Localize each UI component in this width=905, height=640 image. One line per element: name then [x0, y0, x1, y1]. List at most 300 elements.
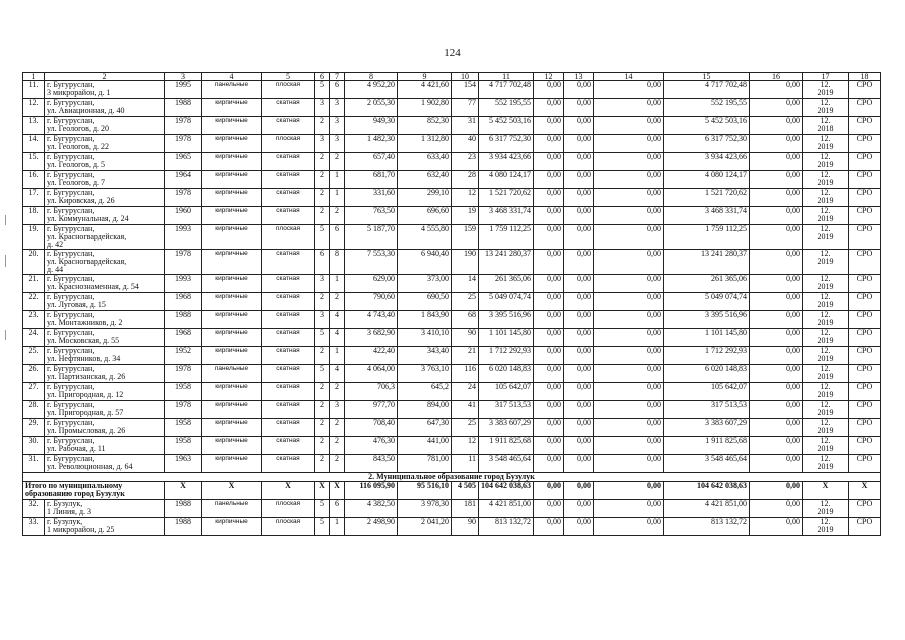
col-15: 3 383 607,29	[664, 419, 750, 437]
row-number: 21.	[23, 275, 45, 293]
column-number-row	[23, 73, 881, 81]
roof-type: скатная	[262, 207, 315, 225]
table-row	[23, 207, 881, 225]
address: г. Бугуруслан, ул. Луговая, д. 15	[45, 293, 165, 311]
residents: 31	[452, 117, 479, 135]
row-number: 18.	[23, 207, 45, 225]
total-fl: X	[315, 482, 330, 500]
col-12: 0,00	[534, 401, 564, 419]
total-c14: 0,00	[594, 482, 664, 500]
col-13: 0,00	[564, 500, 594, 518]
col-12: 0,00	[534, 365, 564, 383]
year-built: 1993	[165, 225, 202, 250]
floors: 5	[315, 518, 330, 536]
entrances: 2	[330, 437, 345, 455]
entrances: 2	[330, 455, 345, 473]
entrances: 6	[330, 500, 345, 518]
column-number: 9	[398, 73, 452, 81]
col-15: 1 911 825,68	[664, 437, 750, 455]
year-built: 1978	[165, 135, 202, 153]
entrances: 1	[330, 275, 345, 293]
col-16: 0,00	[750, 99, 803, 117]
cost-total: 3 395 516,96	[479, 311, 534, 329]
col-12: 0,00	[534, 455, 564, 473]
col-13: 0,00	[564, 311, 594, 329]
total-area: 476,30	[345, 437, 398, 455]
residents: 41	[452, 401, 479, 419]
entrances: 2	[330, 293, 345, 311]
residents: 12	[452, 189, 479, 207]
column-number: 17	[803, 73, 849, 81]
year-built: 1993	[165, 275, 202, 293]
deadline: 12. 2019	[803, 99, 849, 117]
total-c16: 0,00	[750, 482, 803, 500]
col-14: 0,00	[594, 153, 664, 171]
col-14: 0,00	[594, 401, 664, 419]
cost-total: 1 101 145,80	[479, 329, 534, 347]
col-13: 0,00	[564, 207, 594, 225]
col-15: 1 101 145,80	[664, 329, 750, 347]
col-15: 105 642,07	[664, 383, 750, 401]
col-16: 0,00	[750, 293, 803, 311]
col-14: 0,00	[594, 383, 664, 401]
roof-type: скатная	[262, 153, 315, 171]
wall-material: кирпичные	[202, 225, 262, 250]
deadline: 12. 2019	[803, 250, 849, 275]
col-16: 0,00	[750, 207, 803, 225]
living-area: 2 041,20	[398, 518, 452, 536]
owner: СРО	[849, 153, 881, 171]
col-13: 0,00	[564, 419, 594, 437]
col-12: 0,00	[534, 419, 564, 437]
col-12: 0,00	[534, 383, 564, 401]
col-13: 0,00	[564, 455, 594, 473]
row-number: 24.	[23, 329, 45, 347]
wall-material: панельные	[202, 500, 262, 518]
residents: 25	[452, 419, 479, 437]
col-14: 0,00	[594, 419, 664, 437]
col-14: 0,00	[594, 99, 664, 117]
year-built: 1988	[165, 518, 202, 536]
roof-type: скатная	[262, 99, 315, 117]
cost-total: 1 911 825,68	[479, 437, 534, 455]
year-built: 1978	[165, 189, 202, 207]
col-13: 0,00	[564, 250, 594, 275]
col-16: 0,00	[750, 347, 803, 365]
deadline: 12. 2019	[803, 455, 849, 473]
roof-type: скатная	[262, 437, 315, 455]
residents: 159	[452, 225, 479, 250]
address: г. Бугуруслан, ул. Революционная, д. 64	[45, 455, 165, 473]
row-number: 30.	[23, 437, 45, 455]
roof-type: плоская	[262, 518, 315, 536]
deadline: 12. 2019	[803, 189, 849, 207]
residents: 40	[452, 135, 479, 153]
col-12: 0,00	[534, 135, 564, 153]
column-number: 6	[315, 73, 330, 81]
residents: 25	[452, 293, 479, 311]
year-built: 1968	[165, 293, 202, 311]
col-15: 261 365,06	[664, 275, 750, 293]
table-row	[23, 293, 881, 311]
row-number: 25.	[23, 347, 45, 365]
deadline: 12. 2019	[803, 171, 849, 189]
floors: 2	[315, 153, 330, 171]
roof-type: скатная	[262, 419, 315, 437]
roof-type: скатная	[262, 171, 315, 189]
roof-type: скатная	[262, 347, 315, 365]
col-15: 552 195,55	[664, 99, 750, 117]
wall-material: кирпичные	[202, 207, 262, 225]
col-14: 0,00	[594, 207, 664, 225]
row-number: 19.	[23, 225, 45, 250]
living-area: 441,00	[398, 437, 452, 455]
cost-total: 13 241 280,37	[479, 250, 534, 275]
col-13: 0,00	[564, 347, 594, 365]
col-15: 3 934 423,66	[664, 153, 750, 171]
total-label: Итого по муниципальному образованию город Бузулук	[23, 482, 165, 500]
year-built: 1968	[165, 329, 202, 347]
col-16: 0,00	[750, 329, 803, 347]
col-13: 0,00	[564, 401, 594, 419]
roof-type: скатная	[262, 293, 315, 311]
owner: СРО	[849, 518, 881, 536]
col-13: 0,00	[564, 275, 594, 293]
col-13: 0,00	[564, 225, 594, 250]
wall-material: панельные	[202, 365, 262, 383]
scan-margin-mark	[5, 330, 6, 340]
floors: 2	[315, 171, 330, 189]
total-year: X	[165, 482, 202, 500]
wall-material: кирпичные	[202, 347, 262, 365]
total-area: 2 055,30	[345, 99, 398, 117]
entrances: 4	[330, 365, 345, 383]
table-row	[23, 311, 881, 329]
table-row	[23, 81, 881, 99]
total-area: 3 682,90	[345, 329, 398, 347]
page-number: 124	[444, 47, 461, 59]
roof-type: плоская	[262, 135, 315, 153]
deadline: 12. 2019	[803, 383, 849, 401]
total-c18: X	[849, 482, 881, 500]
col-15: 1 521 720,62	[664, 189, 750, 207]
col-15: 317 513,53	[664, 401, 750, 419]
roof-type: скатная	[262, 250, 315, 275]
living-area: 1 312,80	[398, 135, 452, 153]
owner: СРО	[849, 275, 881, 293]
floors: 3	[315, 135, 330, 153]
col-16: 0,00	[750, 419, 803, 437]
roof-type: плоская	[262, 81, 315, 99]
year-built: 1963	[165, 455, 202, 473]
row-number: 12.	[23, 99, 45, 117]
entrances: 3	[330, 99, 345, 117]
col-16: 0,00	[750, 225, 803, 250]
year-built: 1978	[165, 365, 202, 383]
col-15: 1 712 292,93	[664, 347, 750, 365]
wall-material: кирпичные	[202, 329, 262, 347]
owner: СРО	[849, 383, 881, 401]
row-number: 33.	[23, 518, 45, 536]
col-13: 0,00	[564, 293, 594, 311]
row-number: 31.	[23, 455, 45, 473]
owner: СРО	[849, 500, 881, 518]
living-area: 299,10	[398, 189, 452, 207]
col-13: 0,00	[564, 437, 594, 455]
year-built: 1960	[165, 207, 202, 225]
row-number: 20.	[23, 250, 45, 275]
cost-total: 4 717 702,48	[479, 81, 534, 99]
col-16: 0,00	[750, 500, 803, 518]
col-12: 0,00	[534, 153, 564, 171]
roof-type: скатная	[262, 311, 315, 329]
col-14: 0,00	[594, 437, 664, 455]
residents: 154	[452, 81, 479, 99]
address: г. Бугуруслан, ул. Московская, д. 55	[45, 329, 165, 347]
column-number: 12	[534, 73, 564, 81]
col-13: 0,00	[564, 365, 594, 383]
deadline: 12. 2019	[803, 419, 849, 437]
cost-total: 1 712 292,93	[479, 347, 534, 365]
residents: 68	[452, 311, 479, 329]
residents: 90	[452, 329, 479, 347]
col-16: 0,00	[750, 365, 803, 383]
living-area: 4 555,80	[398, 225, 452, 250]
total-area: 422,40	[345, 347, 398, 365]
col-12: 0,00	[534, 99, 564, 117]
table-row	[23, 153, 881, 171]
column-number: 11	[479, 73, 534, 81]
deadline: 12. 2019	[803, 135, 849, 153]
total-row	[23, 482, 881, 500]
table-row	[23, 275, 881, 293]
total-area: 843,50	[345, 455, 398, 473]
col-14: 0,00	[594, 500, 664, 518]
cost-total: 3 383 607,29	[479, 419, 534, 437]
residents: 19	[452, 207, 479, 225]
row-number: 13.	[23, 117, 45, 135]
residents: 77	[452, 99, 479, 117]
row-number: 23.	[23, 311, 45, 329]
address: г. Бугуруслан, ул. Краснознаменная, д. 54	[45, 275, 165, 293]
total-area: 706,3	[345, 383, 398, 401]
deadline: 12. 2019	[803, 311, 849, 329]
residents: 21	[452, 347, 479, 365]
owner: СРО	[849, 329, 881, 347]
col-13: 0,00	[564, 329, 594, 347]
address: г. Бузулук, 1 Линия, д. 3	[45, 500, 165, 518]
table-row	[23, 189, 881, 207]
owner: СРО	[849, 99, 881, 117]
owner: СРО	[849, 189, 881, 207]
col-14: 0,00	[594, 329, 664, 347]
roof-type: скатная	[262, 117, 315, 135]
roof-type: плоская	[262, 225, 315, 250]
total-area: 763,50	[345, 207, 398, 225]
col-16: 0,00	[750, 117, 803, 135]
entrances: 2	[330, 419, 345, 437]
row-number: 27.	[23, 383, 45, 401]
cost-total: 6 317 752,30	[479, 135, 534, 153]
year-built: 1952	[165, 347, 202, 365]
roof-type: скатная	[262, 383, 315, 401]
entrances: 6	[330, 225, 345, 250]
wall-material: кирпичные	[202, 437, 262, 455]
living-area: 690,50	[398, 293, 452, 311]
row-number: 11.	[23, 81, 45, 99]
year-built: 1995	[165, 81, 202, 99]
entrances: 6	[330, 81, 345, 99]
col-13: 0,00	[564, 171, 594, 189]
address: г. Бугуруслан, ул. Кировская, д. 26	[45, 189, 165, 207]
wall-material: кирпичные	[202, 117, 262, 135]
wall-material: кирпичные	[202, 153, 262, 171]
address: г. Бугуруслан, ул. Пригородная, д. 57	[45, 401, 165, 419]
wall-material: кирпичные	[202, 455, 262, 473]
col-12: 0,00	[534, 117, 564, 135]
total-area: 629,00	[345, 275, 398, 293]
year-built: 1988	[165, 500, 202, 518]
deadline: 12. 2019	[803, 365, 849, 383]
residents: 23	[452, 153, 479, 171]
col-15: 4 421 851,00	[664, 500, 750, 518]
year-built: 1988	[165, 311, 202, 329]
total-area: 708,40	[345, 419, 398, 437]
entrances: 2	[330, 383, 345, 401]
row-number: 16.	[23, 171, 45, 189]
cost-total: 5 452 503,16	[479, 117, 534, 135]
deadline: 12. 2019	[803, 437, 849, 455]
entrances: 3	[330, 401, 345, 419]
residents: 181	[452, 500, 479, 518]
table-row	[23, 347, 881, 365]
row-number: 28.	[23, 401, 45, 419]
col-13: 0,00	[564, 153, 594, 171]
roof-type: скатная	[262, 365, 315, 383]
address: г. Бугуруслан, ул. Авиационная, д. 40	[45, 99, 165, 117]
deadline: 12. 2019	[803, 347, 849, 365]
column-number: 15	[664, 73, 750, 81]
table-row	[23, 437, 881, 455]
table-row	[23, 455, 881, 473]
column-number: 14	[594, 73, 664, 81]
col-14: 0,00	[594, 135, 664, 153]
floors: 5	[315, 225, 330, 250]
col-14: 0,00	[594, 365, 664, 383]
scan-margin-mark	[5, 215, 6, 225]
owner: СРО	[849, 250, 881, 275]
col-15: 4 717 702,48	[664, 81, 750, 99]
col-15: 6 020 148,83	[664, 365, 750, 383]
wall-material: кирпичные	[202, 518, 262, 536]
living-area: 632,40	[398, 171, 452, 189]
col-12: 0,00	[534, 329, 564, 347]
col-15: 4 080 124,17	[664, 171, 750, 189]
address: г. Бугуруслан, 3 микрорайон, д. 1	[45, 81, 165, 99]
col-14: 0,00	[594, 518, 664, 536]
total-area: 331,60	[345, 189, 398, 207]
deadline: 12. 2019	[803, 81, 849, 99]
entrances: 8	[330, 250, 345, 275]
address: г. Бузулук, 1 микрорайон, д. 25	[45, 518, 165, 536]
total-area: 4 743,40	[345, 311, 398, 329]
col-15: 6 317 752,30	[664, 135, 750, 153]
wall-material: кирпичные	[202, 250, 262, 275]
table-row	[23, 518, 881, 536]
year-built: 1978	[165, 250, 202, 275]
address: г. Бугуруслан, ул. Партизанская, д. 26	[45, 365, 165, 383]
entrances: 4	[330, 329, 345, 347]
residents: 116	[452, 365, 479, 383]
entrances: 2	[330, 153, 345, 171]
section-title: 2. Муниципальное образование город Бузулук	[23, 473, 881, 482]
total-en: X	[330, 482, 345, 500]
floors: 2	[315, 347, 330, 365]
wall-material: кирпичные	[202, 171, 262, 189]
col-14: 0,00	[594, 81, 664, 99]
deadline: 12. 2019	[803, 275, 849, 293]
deadline: 12. 2019	[803, 518, 849, 536]
row-number: 29.	[23, 419, 45, 437]
table-row	[23, 365, 881, 383]
wall-material: кирпичные	[202, 275, 262, 293]
cost-total: 261 365,06	[479, 275, 534, 293]
floors: 5	[315, 81, 330, 99]
floors: 3	[315, 275, 330, 293]
year-built: 1978	[165, 117, 202, 135]
roof-type: скатная	[262, 275, 315, 293]
owner: СРО	[849, 347, 881, 365]
cost-total: 4 080 124,17	[479, 171, 534, 189]
deadline: 12. 2019	[803, 225, 849, 250]
col-12: 0,00	[534, 437, 564, 455]
cost-total: 3 468 331,74	[479, 207, 534, 225]
owner: СРО	[849, 455, 881, 473]
column-number: 7	[330, 73, 345, 81]
col-16: 0,00	[750, 189, 803, 207]
total-area: 790,60	[345, 293, 398, 311]
address: г. Бугуруслан, ул. Геологов, д. 5	[45, 153, 165, 171]
roof-type: плоская	[262, 500, 315, 518]
col-12: 0,00	[534, 500, 564, 518]
residents: 190	[452, 250, 479, 275]
col-13: 0,00	[564, 99, 594, 117]
col-15: 5 452 503,16	[664, 117, 750, 135]
column-number: 1	[23, 73, 45, 81]
floors: 6	[315, 250, 330, 275]
col-13: 0,00	[564, 117, 594, 135]
year-built: 1978	[165, 401, 202, 419]
year-built: 1958	[165, 419, 202, 437]
row-number: 26.	[23, 365, 45, 383]
owner: СРО	[849, 225, 881, 250]
cost-total: 3 548 465,64	[479, 455, 534, 473]
col-13: 0,00	[564, 135, 594, 153]
total-res: 4 505	[452, 482, 479, 500]
floors: 5	[315, 500, 330, 518]
roof-type: скатная	[262, 189, 315, 207]
total-c12: 0,00	[534, 482, 564, 500]
entrances: 1	[330, 347, 345, 365]
row-number: 15.	[23, 153, 45, 171]
col-15: 3 395 516,96	[664, 311, 750, 329]
total-area2: 95 516,10	[398, 482, 452, 500]
wall-material: кирпичные	[202, 383, 262, 401]
column-number: 16	[750, 73, 803, 81]
residents: 28	[452, 171, 479, 189]
col-16: 0,00	[750, 518, 803, 536]
residents: 90	[452, 518, 479, 536]
